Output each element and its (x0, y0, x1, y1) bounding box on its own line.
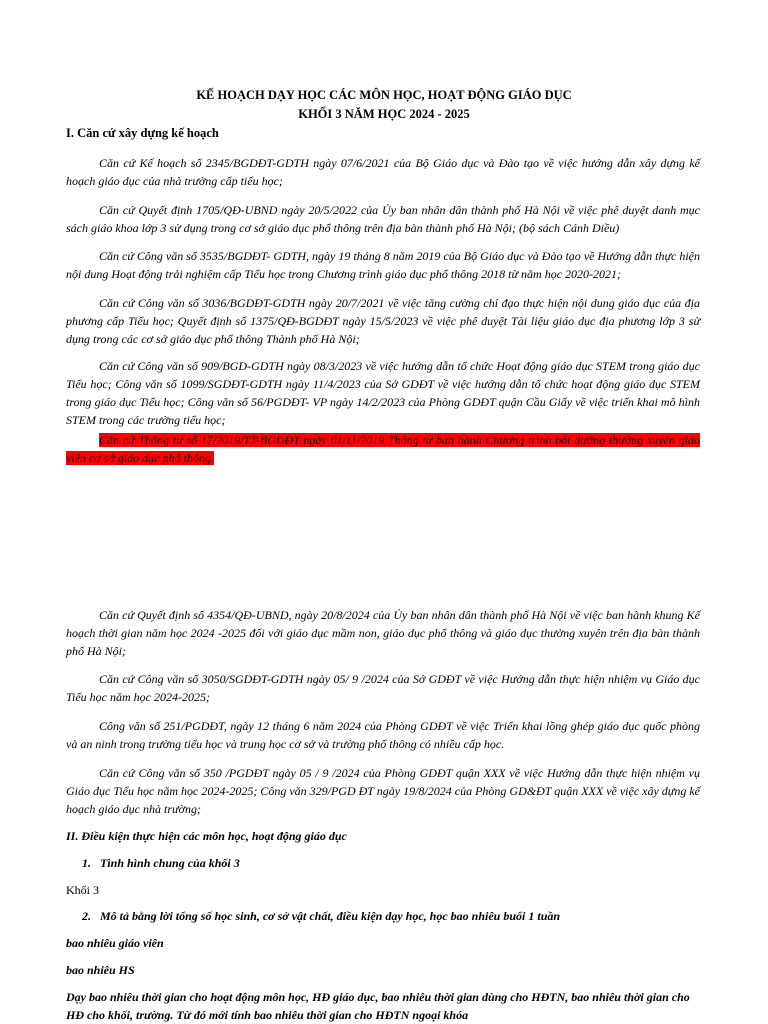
paragraph-6-highlighted (66, 431, 700, 467)
teachers-text: bao nhiêu giáo viên (66, 936, 164, 950)
paragraph-10: Căn cứ Công văn số 350 /PGDĐT ngày 05 / 9 /2024 của Phòng GDĐT quận XXX về việc Hướng dẫn thực hiện nhiệm vụ Giáo dục Tiểu học năm học 2024-2025; Công văn 329/PGD ĐT ngày 19/8/2024 của Phòng GD&ĐT quận XXX về việc xây dựng kế hoạch giáo dục nhà trường; (66, 766, 701, 816)
list-item-1-text: Tình hình chung của khối 3 (100, 856, 240, 870)
paragraph-4: Căn cứ Công văn số 3036/BGDĐT-GDTH ngày 20/7/2021 về việc tăng cường chỉ đạo thực hiện nội dung giáo dục của địa phương cấp Tiểu học; Quyết định số 1375/QĐ-BGDĐT ngày 15/5/2023 về việc phê duyệt Tài liệu giáo dục địa phương lớp 3 sử dụng trong các cơ sở giáo dục phổ thông Thành phố Hà Nội; (66, 296, 700, 346)
list-item-1-number: 1. (82, 856, 91, 870)
time-allocation-text: Dạy bao nhiêu thời gian cho hoạt động môn học, HĐ giáo dục, bao nhiêu thời gian dùng cho HĐTN, bao nhiêu thời gian cho HĐ cho khối, trường. Từ đó mới tính bao nhiêu thời gian cho HĐTN ngoại khóa (66, 990, 690, 1022)
paragraph-1: Căn cứ Kế hoạch số 2345/BGDĐT-GDTH ngày 07/6/2021 của Bộ Giáo dục và Đào tạo về việc hướng dẫn xây dựng kế hoạch giáo dục của nhà trường cấp tiểu học; (66, 156, 700, 188)
students-text: bao nhiêu HS (66, 963, 135, 977)
paragraph-2: Căn cứ Quyết định 1705/QĐ-UBND ngày 20/5/2022 của Ủy ban nhân dân thành phố Hà Nội về việc phê duyệt danh mục sách giáo khoa lớp 3 sử dụng trong cơ sở giáo dục phổ thông trên địa bàn thành phố Hà Nội; (bộ sách Cánh Diều) (66, 203, 700, 235)
list-item-1 (82, 854, 682, 872)
highlighted-text: Căn cứ Thông tư số 17/2019/TT-BGDĐT ngày 01/11/2019 Thông tư ban hành Chương trình bồi dưỡng thường xuyên giáo viên cơ sở giáo dục phổ thông. (66, 433, 700, 465)
paragraph-5: Căn cứ Công văn số 909/BGD-GDTH ngày 08/3/2023 về việc hướng dẫn tổ chức Hoạt động giáo dục STEM trong giáo dục Tiểu học; Công văn số 1099/SGDĐT-GDTH ngày 11/4/2023 của Sở GDĐT về việc hướng dẫn tổ chức hoạt động giáo dục STEM trong giáo dục Tiểu học; Công văn số 56/PGDĐT- VP ngày 14/2/2023 của Phòng GDĐT quận Cầu Giấy về việc triển khai mô hình STEM trong các trường tiểu học; (66, 359, 700, 427)
document-title-line1: KẾ HOẠCH DẠY HỌC CÁC MÔN HỌC, HOẠT ĐỘNG GIÁO DỤC (196, 88, 572, 102)
section1-heading: I. Căn cứ xây dựng kế hoạch (66, 126, 219, 140)
section2-heading: II. Điều kiện thực hiện các môn học, hoạt động giáo dục (66, 829, 347, 843)
paragraph-9: Công văn số 251/PGDĐT, ngày 12 tháng 6 năm 2024 của Phòng GDĐT về việc Triển khai lồng ghép giáo dục quốc phòng và an ninh trong trường tiểu học và trung học cơ sở và trường phổ thông có nhiều cấp học. (66, 719, 700, 751)
list-item-2-text: Mô tả bằng lời tổng số học sinh, cơ sở vật chất, điều kiện dạy học, học bao nhiêu buổi 1 tuần (100, 909, 561, 923)
document-title-line2: KHỐI 3 NĂM HỌC 2024 - 2025 (298, 107, 470, 121)
khoi-text: Khối 3 (66, 883, 99, 897)
paragraph-3: Căn cứ Công văn số 3535/BGDĐT- GDTH, ngày 19 tháng 8 năm 2019 của Bộ Giáo dục và Đào tạo về Hướng dẫn thực hiện nội dung Hoạt động trải nghiệm cấp Tiểu học trong Chương trình giáo dục phổ thông 2018 từ năm học 2020-2021; (66, 249, 700, 281)
paragraph-8: Căn cứ Công văn số 3050/SGDĐT-GDTH ngày 05/ 9 /2024 của Sở GDĐT về việc Hướng dẫn thực hiện nhiệm vụ Giáo dục Tiểu học năm học 2024-2025; (66, 672, 700, 704)
paragraph-7: Căn cứ Quyết định số 4354/QĐ-UBND, ngày 20/8/2024 của Ủy ban nhân dân thành phố Hà Nội về việc ban hành khung Kế hoạch thời gian năm học 2024 -2025 đối với giáo dục mầm non, giáo dục phổ thông và giáo dục thường xuyên trên địa bàn thành phố Hà Nội; (66, 608, 700, 658)
list-item-2 (82, 907, 702, 925)
list-item-2-number: 2. (82, 909, 91, 923)
